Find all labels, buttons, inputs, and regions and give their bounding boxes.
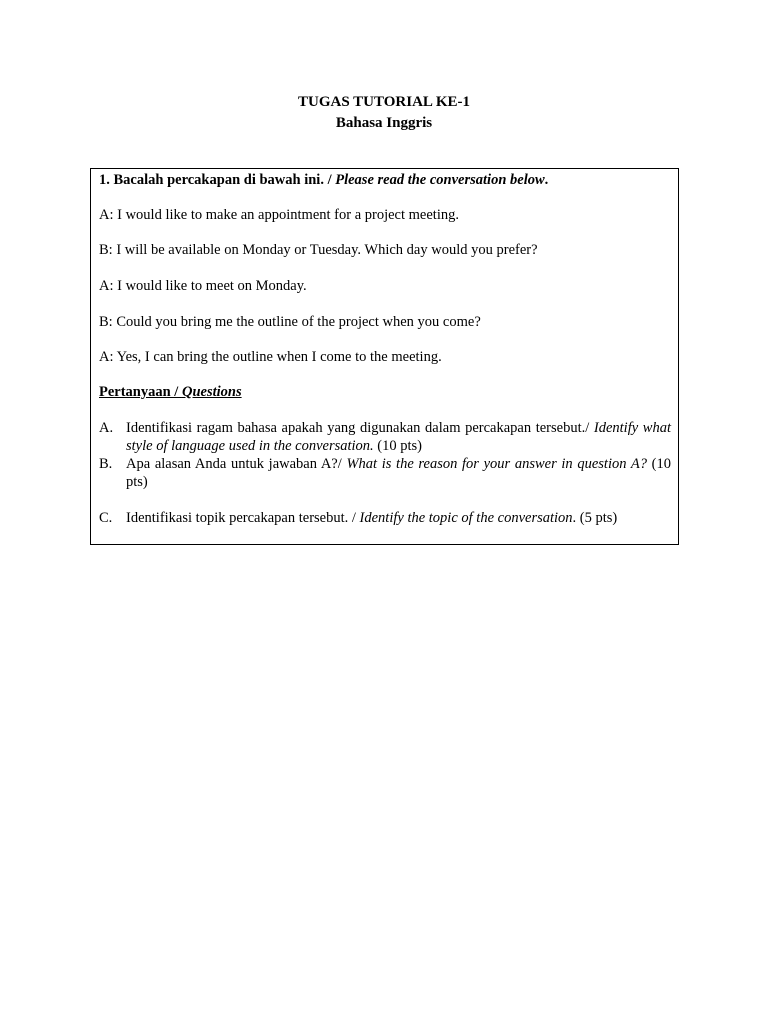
conversation-line: B: Could you bring me the outline of the project when you come? bbox=[99, 314, 481, 330]
question-text bbox=[126, 509, 671, 527]
question-points: (10 pts) bbox=[126, 456, 671, 490]
question-text-indonesian: Apa alasan Anda untuk jawaban A?/ bbox=[126, 456, 347, 472]
instruction-end: . bbox=[544, 172, 549, 188]
question-text-english: What is the reason for your answer in question A? bbox=[346, 456, 647, 472]
question-text bbox=[126, 455, 671, 491]
conversation-line: A: I would like to meet on Monday. bbox=[99, 278, 307, 294]
question-letter: C. bbox=[99, 510, 113, 526]
question-item-a bbox=[99, 419, 671, 455]
question-item-b bbox=[99, 455, 671, 491]
questions-heading-indonesian: Pertanyaan / bbox=[99, 384, 182, 400]
question-letter: A. bbox=[99, 420, 114, 436]
page-title: TUGAS TUTORIAL KE-1 bbox=[298, 94, 470, 110]
instruction-indonesian: 1. Bacalah percakapan di bawah ini. / bbox=[99, 172, 336, 188]
question-item-c bbox=[99, 509, 671, 527]
page-subtitle: Bahasa Inggris bbox=[335, 115, 433, 131]
page-header bbox=[0, 92, 768, 134]
question-text-english: Identify the topic of the conversation bbox=[359, 510, 573, 526]
questions-heading-english: Questions bbox=[181, 384, 242, 400]
task-box bbox=[90, 168, 679, 545]
question-text bbox=[126, 419, 671, 455]
question-points: . (5 pts) bbox=[572, 510, 618, 526]
question-text-english: Identify what style of language used in the conversation. bbox=[126, 420, 671, 454]
conversation-line: B: I will be available on Monday or Tuesday. Which day would you prefer? bbox=[99, 242, 538, 258]
question-points: (10 pts) bbox=[373, 438, 423, 454]
instruction-english: Please read the conversation below bbox=[335, 172, 545, 188]
task-instruction bbox=[99, 171, 548, 189]
conversation-line: A: Yes, I can bring the outline when I come to the meeting. bbox=[99, 349, 442, 365]
question-letter: B. bbox=[99, 456, 113, 472]
question-text-indonesian: Identifikasi ragam bahasa apakah yang digunakan dalam percakapan tersebut./ bbox=[126, 420, 594, 436]
conversation-line: A: I would like to make an appointment for a project meeting. bbox=[99, 207, 459, 223]
question-text-indonesian: Identifikasi topik percakapan tersebut. / bbox=[126, 510, 360, 526]
questions-heading bbox=[99, 383, 242, 401]
